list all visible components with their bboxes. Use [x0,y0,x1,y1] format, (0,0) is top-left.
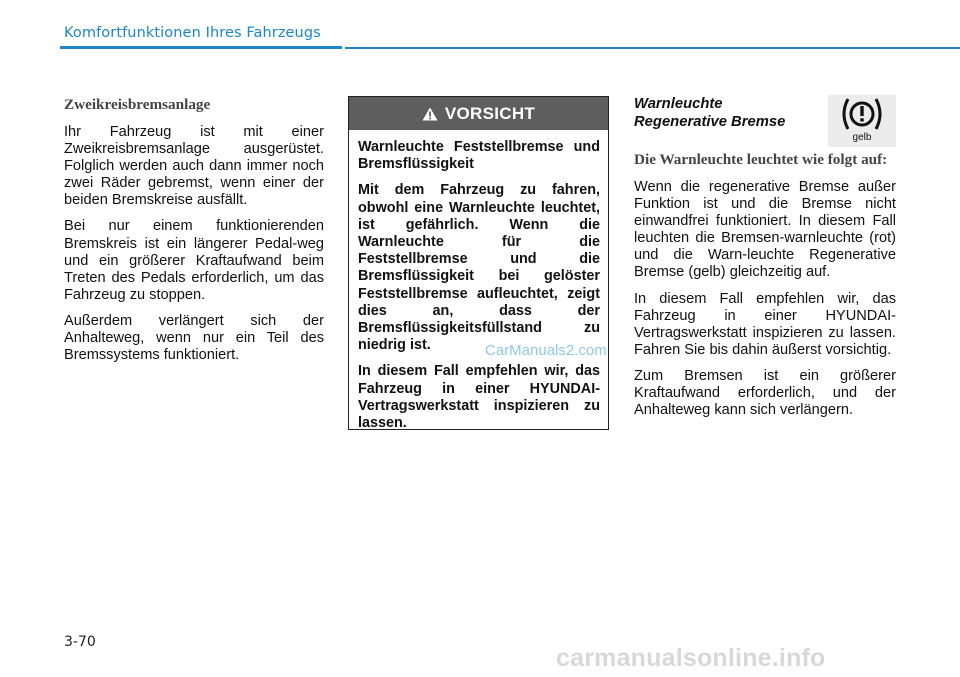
caution-box [348,96,609,430]
caution-paragraph: In diesem Fall empfehlen wir, das Fahrzeug in einer HYUNDAI-Vertragswerkstatt inspizieren zu lassen. [358,363,600,432]
caution-header [349,97,608,130]
header-rule-thin [345,47,960,49]
regenerative-brake-lamp [828,95,896,147]
caution-title: VORSICHT [444,103,536,123]
left-column [64,96,324,373]
footer-watermark: carmanualsonline.info [556,644,826,672]
right-paragraph: Wenn die regenerative Bremse außer Funktion ist und die Bremse nicht einwandfrei funktioniert. In diesem Fall leuchten die Bremsen-warnleuchte (rot) und die Warn-leuchte Regenerative Bremse (gelb) gleichzeitig auf. [634,179,896,281]
header-rule-thick [60,46,342,49]
brake-warning-icon [828,95,896,135]
left-paragraph: Bei nur einem funktionierenden Bremskreis ist ein längerer Pedal-weg und ein größerer Kraftaufwand beim Treten des Pedals erforderlich, um das Fahrzeug zu stoppen. [64,218,324,303]
caution-paragraph: Mit dem Fahrzeug zu fahren, obwohl eine Warnleuchte leuchtet, ist gefährlich. Wenn die Warnleuchte für die Feststellbremse und die Bremsflüssigkeit bei gelöster Feststellbremse aufleuchtet, zeigt dies an, dass der Bremsflüssigkeitsfüllstand zu niedrig ist. [358,182,600,354]
right-paragraph: Zum Bremsen ist ein größerer Kraftaufwand erforderlich, und der Anhalteweg kann sich verlängern. [634,367,896,419]
right-heading-line2: Regenerative Bremse [634,113,786,130]
watermark: CarManuals2.com [485,342,607,359]
caution-subtitle: Warnleuchte Feststellbremse und Bremsflüssigkeit [358,139,600,173]
left-heading: Zweikreisbremsanlage [64,96,211,113]
section-title: Komfortfunktionen Ihres Fahrzeugs [64,25,321,41]
left-paragraph: Ihr Fahrzeug ist mit einer Zweikreisbremsanlage ausgerüstet. Folglich werden auch dann immer noch zwei Räder gebremst, wenn einer der beiden Bremskreise ausfällt. [64,124,324,209]
caution-body [349,130,608,432]
right-heading-line1: Warnleuchte [634,96,723,112]
right-heading [634,96,824,131]
lamp-label: gelb [852,132,872,143]
right-paragraph: In diesem Fall empfehlen wir, das Fahrzeug in einer HYUNDAI-Vertragswerkstatt inspizieren zu lassen. Fahren Sie bis dahin äußerst vorsichtig. [634,290,896,358]
page-number: 3-70 [64,634,96,650]
left-paragraph: Außerdem verlängert sich der Anhalteweg, wenn nur ein Teil des Bremssystems funktioniert. [64,312,324,364]
warning-triangle-icon [422,107,438,121]
right-subheading: Die Warnleuchte leuchtet wie folgt auf: [634,151,888,168]
